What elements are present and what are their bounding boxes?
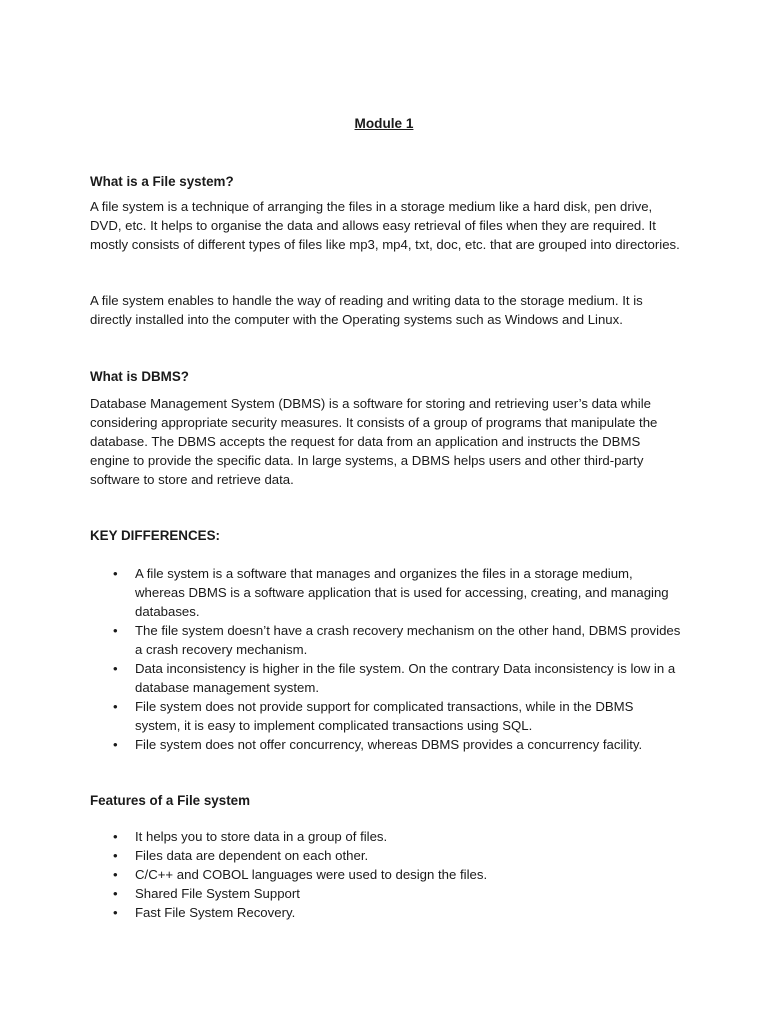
list-item: • Fast File System Recovery. [90, 903, 682, 922]
heading-features: Features of a File system [90, 793, 251, 808]
paragraph-file-system-usage: A file system enables to handle the way of reading and writing data to the storage medium. It is directly installed into the computer with the Operating systems such as Windows and Linux. [90, 293, 643, 327]
list-item: • Data inconsistency is higher in the file system. On the contrary Data inconsistency is low in a database management system. [90, 659, 682, 697]
paragraph-dbms-definition: Database Management System (DBMS) is a software for storing and retrieving user’s data while considering appropriate security measures. It consists of a group of programs that manipulate the database. The DBMS accepts the request for data from an application and instructs the DBMS engine to provide the specific data. In large systems, a DBMS helps users and other third-party software to store and retrieve data. [90, 396, 658, 487]
list-item: • Files data are dependent on each other. [90, 846, 682, 865]
heading-key-differences: KEY DIFFERENCES: [90, 528, 220, 543]
list-item: • File system does not offer concurrency, whereas DBMS provides a concurrency facility. [90, 735, 682, 754]
list-item: • C/C++ and COBOL languages were used to design the files. [90, 865, 682, 884]
paragraph-file-system-definition: A file system is a technique of arranging the files in a storage medium like a hard disk, pen drive, DVD, etc. It helps to organise the data and allows easy retrieval of files when they are required. It mostly consists of different types of files like mp3, mp4, txt, doc, etc. that are grouped into directories. [90, 199, 680, 252]
list-item: • The file system doesn’t have a crash recovery mechanism on the other hand, DBMS provides a crash recovery mechanism. [90, 621, 682, 659]
list-item: • It helps you to store data in a group of files. [90, 827, 682, 846]
heading-file-system: What is a File system? [90, 174, 234, 189]
list-item: • A file system is a software that manages and organizes the files in a storage medium, whereas DBMS is a software application that is used for accessing, creating, and managing databases. [90, 564, 682, 621]
heading-dbms: What is DBMS? [90, 369, 189, 384]
document-title: Module 1 [354, 116, 414, 131]
list-item: • File system does not provide support for complicated transactions, while in the DBMS system, it is easy to implement complicated transactions using SQL. [90, 697, 682, 735]
key-differences-list [90, 564, 682, 754]
features-list [90, 827, 682, 922]
list-item: • Shared File System Support [90, 884, 682, 903]
